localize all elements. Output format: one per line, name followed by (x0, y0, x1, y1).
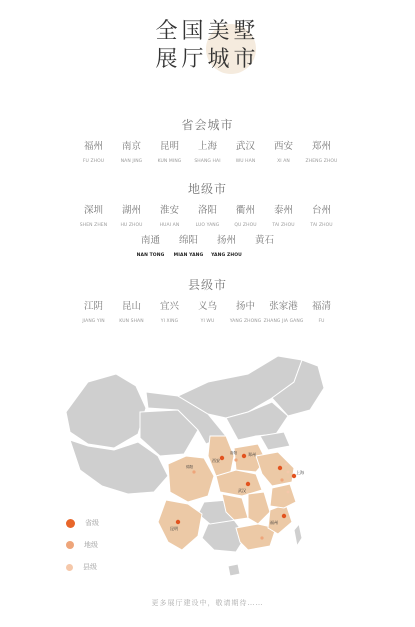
city-mianyang: 绵阳 MIAN YANG (173, 235, 204, 258)
legend-label-prefecture: 地级 (84, 541, 98, 549)
city-zhangjiagang: 张家港 ZHANG JIA GANG (263, 301, 304, 324)
city-nanjing: 南京 NAN JING (120, 141, 143, 164)
map-label-mianyang: 绵阳 (186, 465, 194, 469)
marker-wuhan (246, 482, 250, 486)
marker-zhengzhou (242, 454, 246, 458)
map-label-wuhan: 武汉 (238, 488, 246, 493)
marker-fuzhou (282, 514, 286, 518)
legend-label-provincial: 省级 (85, 519, 99, 527)
map-label-zhengzhou: 郑州 (248, 452, 256, 457)
city-yangzhou: 扬州 YANG ZHOU (211, 235, 242, 258)
city-quzhou: 衢州 QU ZHOU (234, 205, 257, 228)
city-shanghai: 上海 SHANG HAI (194, 141, 221, 164)
city-taizhou-jiangsu: 泰州 TAI ZHOU (272, 205, 295, 228)
city-fuqing: 福清 FU (311, 301, 331, 324)
marker-east-2 (287, 471, 290, 474)
marker-east-3 (280, 478, 283, 481)
legend-dot-county (66, 564, 73, 571)
city-nantong: 南通 NAN TONG (136, 235, 165, 258)
page-title (0, 18, 415, 74)
city-xian: 西安 XI AN (273, 141, 293, 164)
marker-luoyang (234, 458, 237, 461)
city-taizhou-zhejiang: 台州 TAI ZHOU (310, 205, 333, 228)
prefecture-city-row-2 (0, 235, 415, 259)
marker-east-1 (285, 463, 288, 466)
map-region-jiangxi (248, 492, 270, 524)
city-kunming: 昆明 KUN MING (157, 141, 182, 164)
map-region-taiwan (294, 524, 302, 546)
city-yiwu: 义乌 YI WU (197, 301, 217, 324)
map-region-hainan (228, 564, 240, 576)
marker-nanjing (278, 466, 282, 470)
map-legend (66, 512, 99, 578)
footer-note: 更多展厅建设中，敬请期待…… (151, 599, 264, 607)
marker-mianyang (192, 470, 195, 473)
legend-provincial (66, 512, 99, 534)
legend-label-county: 县级 (83, 563, 97, 571)
county-city-row (0, 301, 415, 325)
city-luoyang: 洛阳 LUO YANG (195, 205, 220, 228)
map-region-zhejiang (270, 484, 296, 508)
map-region-fujian (268, 504, 292, 534)
city-huangshi: 黄石 (254, 235, 274, 246)
city-jiangyin: 江阴 JIANG YIN (82, 301, 105, 324)
map-label-shanghai: 上海 (296, 470, 304, 475)
city-fuzhou: 福州 FU ZHOU (82, 141, 105, 164)
map-label-kunming: 昆明 (170, 526, 178, 531)
city-kunshan: 昆山 KUN SHAN (119, 301, 144, 324)
map-region-yunnan (158, 500, 202, 550)
city-yangzhong: 扬中 YANG ZHONG (229, 301, 262, 324)
legend-prefecture (66, 534, 99, 556)
city-shenzhen: 深圳 SHEN ZHEN (79, 205, 108, 228)
map-label-xian: 西安 (212, 458, 220, 463)
section-title-prefecture: 地级市 (187, 182, 227, 196)
legend-dot-prefecture (66, 541, 74, 549)
marker-east-4 (287, 491, 290, 494)
map-region-shaanxi (208, 436, 234, 476)
legend-dot-provincial (66, 519, 75, 528)
map-region-xinjiang (66, 374, 146, 448)
city-zhengzhou: 郑州 ZHENG ZHOU (305, 141, 338, 164)
title-line-1: 全国美墅 (155, 19, 260, 44)
city-huzhou: 湖州 HU ZHOU (120, 205, 143, 228)
provincial-city-row (0, 141, 415, 165)
title-line-2: 展厅城市 (155, 47, 260, 72)
section-title-provincial: 省会城市 (181, 118, 234, 132)
map-label-luoyang: 洛阳 (230, 451, 238, 455)
marker-kunming (176, 520, 180, 524)
map-label-fuzhou: 福州 (270, 520, 278, 525)
marker-shenzhen (260, 536, 263, 539)
section-title-county: 县级市 (187, 278, 227, 292)
city-huaian: 淮安 HUAI AN (159, 205, 180, 228)
city-yixing: 宜兴 YI XING (159, 301, 179, 324)
map-region-sichuan (168, 456, 214, 502)
prefecture-city-row-1 (0, 205, 415, 229)
marker-xian (220, 456, 224, 460)
map-region-jiangsu-anhui (256, 452, 294, 486)
city-wuhan: 武汉 WU HAN (235, 141, 256, 164)
legend-county (66, 556, 99, 578)
